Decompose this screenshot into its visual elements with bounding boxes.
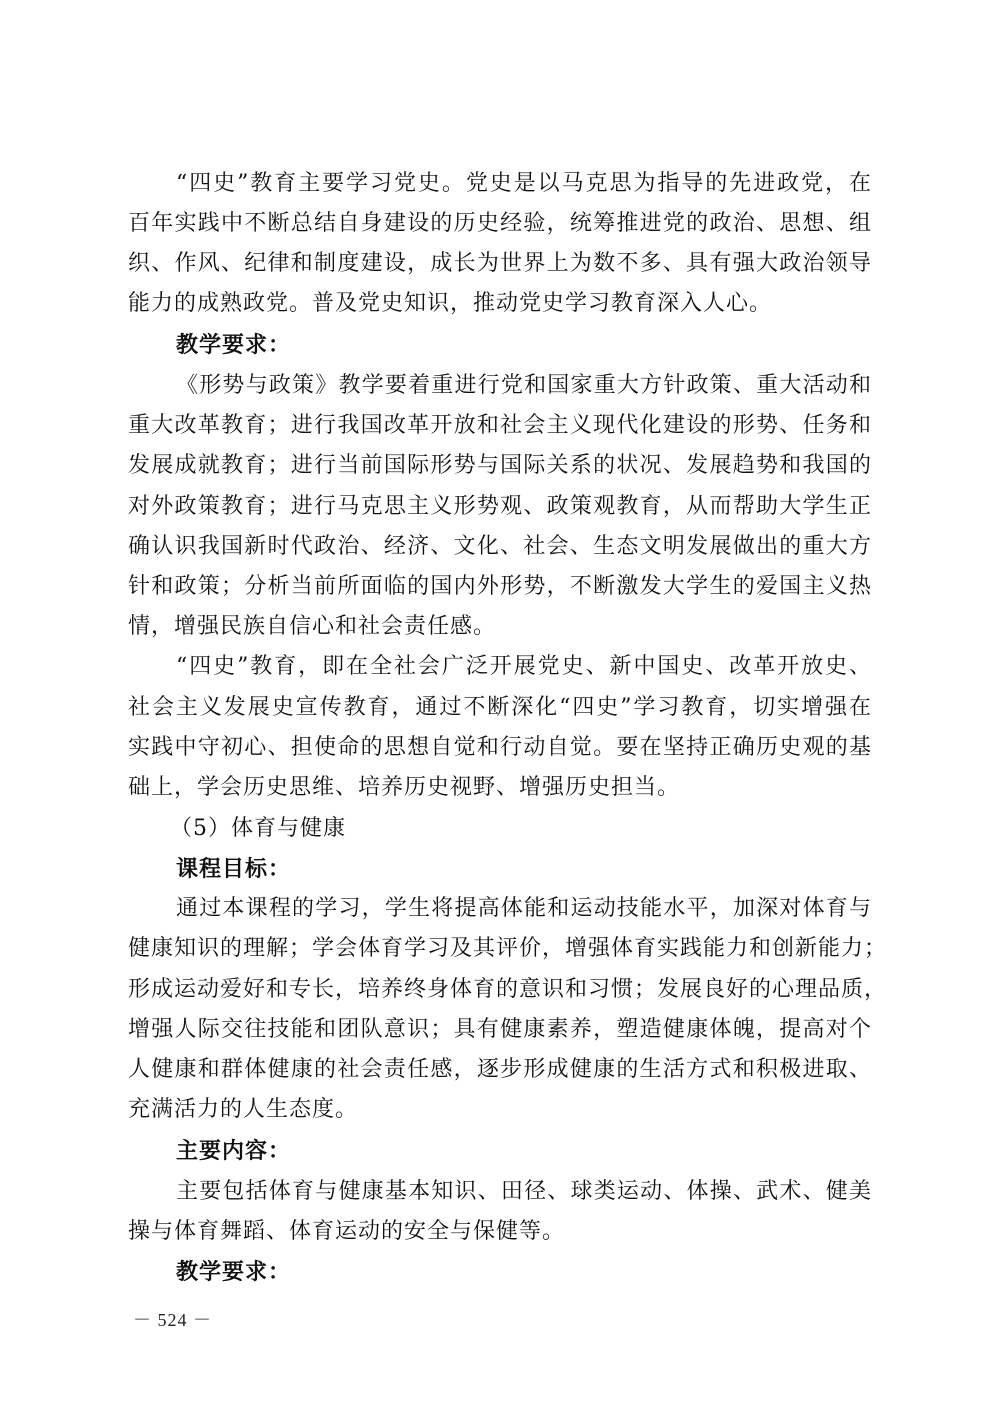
- subsection-title: （5）体育与健康: [170, 816, 346, 841]
- section-heading-main-content: 主要内容：: [176, 1138, 292, 1164]
- paragraph-line: 增强人际交往技能和团队意识；具有健康素养，塑造健康体魄，提高对个: [128, 1017, 872, 1042]
- section-heading-course-objectives: 课程目标：: [176, 856, 292, 882]
- paragraph-line: 百年实践中不断总结自身建设的历史经验，统筹推进党的政治、思想、组: [128, 211, 872, 236]
- paragraph-line: “四史”教育主要学习党史。党史是以马克思为指导的先进政党，在: [176, 171, 872, 196]
- paragraph-line: 充满活力的人生态度。: [128, 1097, 359, 1122]
- section-heading-teaching-requirements-2: 教学要求：: [176, 1259, 292, 1285]
- paragraph-line: 重大改革教育；进行我国改革开放和社会主义现代化建设的形势、任务和: [128, 413, 872, 438]
- paragraph-line: 针和政策；分析当前所面临的国内外形势，不断激发大学生的爱国主义热: [128, 574, 872, 599]
- paragraph-line: 通过本课程的学习，学生将提高体能和运动技能水平，加深对体育与: [176, 896, 872, 921]
- paragraph-line: 社会主义发展史宣传教育，通过不断深化“四史”学习教育，切实增强在: [128, 695, 872, 720]
- paragraph-line: 能力的成熟政党。普及党史知识，推动党史学习教育深入人心。: [128, 291, 773, 316]
- paragraph-line: 发展成就教育；进行当前国际形势与国际关系的状况、发展趋势和我国的: [128, 453, 872, 478]
- paragraph-line: 确认识我国新时代政治、经济、文化、社会、生态文明发展做出的重大方: [128, 534, 872, 559]
- paragraph-line: 对外政策教育；进行马克思主义形势观、政策观教育，从而帮助大学生正: [128, 494, 872, 519]
- paragraph-line: 操与体育舞蹈、体育运动的安全与保健等。: [128, 1219, 566, 1244]
- paragraph-line: 础上，学会历史思维、培养历史视野、增强历史担当。: [128, 775, 681, 800]
- page-number: － 524 －: [133, 1310, 212, 1330]
- paragraph-line: 《形势与政策》教学要着重进行党和国家重大方针政策、重大活动和: [176, 373, 872, 398]
- paragraph-line: 实践中守初心、担使命的思想自觉和行动自觉。要在坚持正确历史观的基: [128, 735, 872, 760]
- paragraph-line: 健康知识的理解；学会体育学习及其评价，增强体育实践能力和创新能力；: [128, 936, 888, 961]
- paragraph-line: 形成运动爱好和专长，培养终身体育的意识和习惯；发展良好的心理品质，: [128, 977, 888, 1002]
- paragraph-line: 人健康和群体健康的社会责任感，逐步形成健康的生活方式和积极进取、: [128, 1057, 872, 1082]
- paragraph-line: 情，增强民族自信心和社会责任感。: [128, 614, 497, 639]
- paragraph-line: “四史”教育，即在全社会广泛开展党史、新中国史、改革开放史、: [176, 654, 872, 679]
- section-heading-teaching-requirements: 教学要求：: [176, 332, 292, 358]
- paragraph-line: 主要包括体育与健康基本知识、田径、球类运动、体操、武术、健美: [176, 1179, 872, 1204]
- paragraph-line: 织、作风、纪律和制度建设，成长为世界上为数不多、具有强大政治领导: [128, 251, 872, 276]
